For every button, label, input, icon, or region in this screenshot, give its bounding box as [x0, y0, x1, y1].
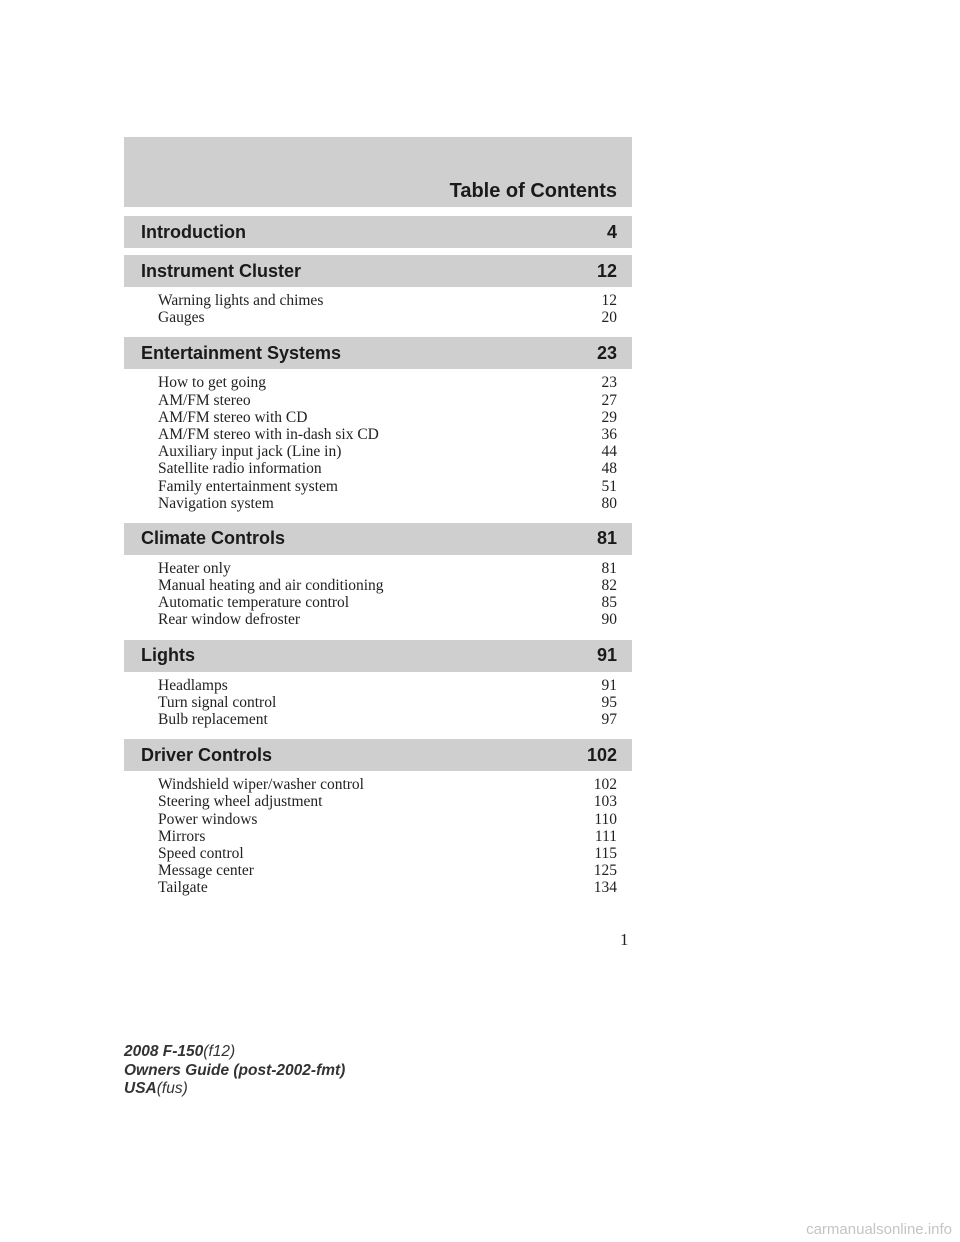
entry-label: How to get going — [158, 374, 267, 392]
section-title: Instrument Cluster — [141, 260, 302, 281]
section-header[interactable] — [124, 216, 632, 248]
entry-page: 51 — [601, 477, 617, 495]
entry-label: Heater only — [158, 559, 231, 577]
entry-page: 48 — [601, 460, 617, 478]
entry-page: 44 — [601, 443, 617, 461]
section-title: Entertainment Systems — [141, 342, 342, 363]
toc-entry[interactable] — [158, 309, 617, 326]
toc-entry[interactable] — [158, 594, 617, 611]
footer-line-2 — [124, 1062, 345, 1081]
entry-page: 115 — [594, 844, 617, 862]
entry-label: AM/FM stereo with CD — [158, 408, 308, 426]
entry-page: 29 — [601, 408, 617, 426]
section-title: Lights — [141, 645, 195, 666]
toc-entry[interactable] — [158, 811, 617, 828]
toc-entry[interactable] — [158, 793, 617, 810]
entry-page: 95 — [601, 693, 617, 711]
entry-page: 36 — [601, 425, 617, 443]
entry-page: 103 — [593, 793, 617, 811]
table-of-contents — [124, 216, 632, 901]
toc-entry[interactable] — [158, 495, 617, 512]
entry-label: Navigation system — [158, 494, 274, 512]
section-page: 12 — [596, 260, 617, 281]
section-header[interactable] — [124, 255, 632, 287]
footer-market-code: (fus) — [156, 1080, 188, 1097]
toc-entry[interactable] — [158, 776, 617, 793]
entry-page: 85 — [601, 594, 617, 612]
section-entries — [124, 771, 632, 900]
entry-page: 111 — [594, 827, 617, 845]
entry-label: AM/FM stereo — [158, 391, 251, 409]
toc-entry[interactable] — [158, 478, 617, 495]
entry-page: 27 — [601, 391, 617, 409]
section-title: Driver Controls — [141, 744, 273, 765]
entry-page: 125 — [593, 862, 617, 880]
page-title: Table of Contents — [449, 180, 617, 202]
entry-label: Turn signal control — [158, 693, 277, 711]
entry-page: 23 — [601, 374, 617, 392]
entry-label: Gauges — [158, 309, 205, 327]
toc-entry[interactable] — [158, 677, 617, 694]
entry-label: Bulb replacement — [158, 711, 268, 728]
entry-label: Headlamps — [158, 676, 228, 694]
section-header[interactable] — [124, 640, 632, 672]
footer — [124, 1043, 345, 1099]
entry-label: Satellite radio information — [158, 460, 322, 478]
footer-model: 2008 F-150 — [124, 1043, 204, 1060]
entry-label: Warning lights and chimes — [158, 292, 324, 309]
entry-page: 80 — [601, 494, 617, 512]
toc-entry[interactable] — [158, 845, 617, 862]
section-title: Climate Controls — [141, 528, 286, 549]
section-page: 81 — [596, 528, 617, 549]
header-band — [124, 137, 632, 207]
section-page: 23 — [596, 342, 617, 363]
entry-label: Rear window defroster — [158, 611, 301, 629]
entry-label: Family entertainment system — [158, 477, 338, 495]
entry-page: 20 — [601, 309, 617, 327]
entry-label: Steering wheel adjustment — [158, 793, 323, 811]
section-header[interactable] — [124, 337, 632, 369]
entry-label: Message center — [158, 862, 254, 880]
footer-line-1 — [124, 1043, 345, 1062]
entry-label: Tailgate — [158, 879, 208, 897]
entry-page: 102 — [593, 776, 617, 794]
entry-label: Power windows — [158, 810, 258, 828]
entry-page: 81 — [601, 559, 617, 577]
entry-label: Windshield wiper/washer control — [158, 776, 364, 794]
toc-entry[interactable] — [158, 694, 617, 711]
section-entries — [124, 369, 632, 516]
toc-entry[interactable] — [158, 409, 617, 426]
entry-label: Speed control — [158, 844, 244, 862]
entry-page: 12 — [601, 292, 617, 309]
toc-entry[interactable] — [158, 460, 617, 477]
section-entries — [124, 287, 632, 330]
entry-page: 97 — [601, 711, 617, 728]
section-header[interactable] — [124, 523, 632, 555]
footer-guide-name: Owners Guide (post-2002-fmt) — [124, 1061, 346, 1079]
section-entries — [124, 555, 632, 633]
toc-entry[interactable] — [158, 392, 617, 409]
section-title: Introduction — [141, 221, 246, 242]
watermark[interactable]: carmanualsonline.info — [806, 1221, 952, 1238]
entry-page: 90 — [601, 611, 617, 629]
toc-entry[interactable] — [158, 828, 617, 845]
toc-entry[interactable] — [158, 611, 617, 628]
entry-label: Mirrors — [158, 827, 206, 845]
toc-entry[interactable] — [158, 426, 617, 443]
toc-entry[interactable] — [158, 862, 617, 879]
entry-label: Auxiliary input jack (Line in) — [158, 443, 342, 461]
toc-entry[interactable] — [158, 560, 617, 577]
footer-model-code: (f12) — [203, 1043, 236, 1060]
entry-label: Manual heating and air conditioning — [158, 577, 384, 595]
section-page: 4 — [606, 221, 617, 242]
entry-label: Automatic temperature control — [158, 594, 350, 612]
toc-entry[interactable] — [158, 443, 617, 460]
toc-entry[interactable] — [158, 879, 617, 896]
section-header[interactable] — [124, 739, 632, 771]
entry-page: 82 — [601, 577, 617, 595]
entry-page: 110 — [594, 810, 617, 828]
entry-page: 91 — [601, 676, 617, 694]
toc-entry[interactable] — [158, 374, 617, 391]
footer-line-3 — [124, 1080, 345, 1099]
section-entries — [124, 672, 632, 733]
entry-page: 134 — [593, 879, 617, 897]
entry-label: AM/FM stereo with in-dash six CD — [158, 425, 379, 443]
section-page: 91 — [596, 645, 617, 666]
toc-entry[interactable] — [158, 577, 617, 594]
page-number: 1 — [620, 930, 629, 949]
section-page: 102 — [586, 744, 617, 765]
toc-entry[interactable] — [158, 292, 617, 309]
toc-entry[interactable] — [158, 711, 617, 728]
footer-market: USA — [124, 1080, 157, 1097]
